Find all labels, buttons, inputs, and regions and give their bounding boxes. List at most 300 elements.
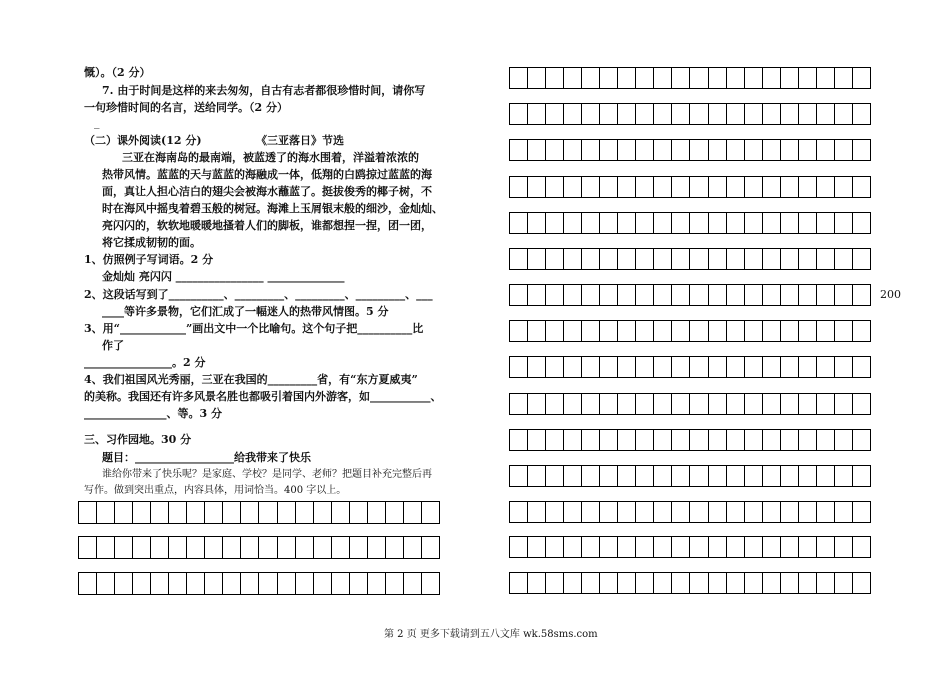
grid-cell (169, 537, 187, 558)
grid-cell (799, 430, 817, 450)
grid-cell (296, 502, 314, 523)
grid-cell (314, 502, 332, 523)
grid-cell (223, 573, 241, 594)
grid-cell (79, 573, 97, 594)
grid-cell (781, 140, 799, 160)
grid-cell (564, 466, 582, 486)
grid-cell (690, 213, 708, 233)
section2-title: 《三亚落日》节选 (256, 134, 344, 147)
grid-cell (835, 430, 853, 450)
grid-cell (510, 357, 528, 377)
q4-line2: 的美称。我国还有许多风景名胜也都吸引着国内外游客，如___________、 (84, 390, 442, 403)
grid-cell (422, 573, 439, 594)
grid-row (78, 501, 440, 524)
grid-cell (618, 177, 636, 197)
grid-cell (654, 68, 672, 88)
grid-cell (582, 285, 600, 305)
grid-cell (636, 177, 654, 197)
grid-cell (528, 177, 546, 197)
grid-cell (763, 321, 781, 341)
grid-cell (546, 177, 564, 197)
grid-cell (672, 285, 690, 305)
grid-row (509, 393, 871, 415)
grid-cell (853, 537, 870, 557)
grid-cell (187, 537, 205, 558)
grid-cell (582, 213, 600, 233)
page-footer: 第 2 页 更多下载请到五八文库 wk.58sms.com (384, 629, 598, 640)
grid-cell (799, 249, 817, 269)
grid-cell (672, 177, 690, 197)
grid-cell (727, 177, 745, 197)
grid-cell (582, 430, 600, 450)
grid-cell (817, 68, 835, 88)
grid-cell (546, 249, 564, 269)
grid-cell (528, 68, 546, 88)
q3-line1: 3、用“____________”画出文中一个比喻句。这个句子把__________比 (84, 322, 424, 335)
grid-cell (618, 249, 636, 269)
grid-cell (781, 573, 799, 593)
grid-cell (600, 213, 618, 233)
grid-cell (618, 573, 636, 593)
grid-cell (528, 321, 546, 341)
grid-cell (241, 502, 259, 523)
grid-cell (799, 321, 817, 341)
grid-cell (205, 537, 223, 558)
grid-cell (654, 502, 672, 522)
grid-cell (745, 285, 763, 305)
grid-cell (223, 502, 241, 523)
grid-cell (654, 285, 672, 305)
grid-cell (763, 573, 781, 593)
grid-cell (835, 285, 853, 305)
grid-cell (709, 394, 727, 414)
q4-line1: 4、我们祖国风光秀丽，三亚在我国的_________省，有“东方夏威夷” (84, 373, 418, 386)
grid-cell (332, 502, 350, 523)
grid-cell (690, 104, 708, 124)
grid-cell (654, 357, 672, 377)
grid-cell (404, 537, 422, 558)
grid-cell (654, 394, 672, 414)
grid-cell (600, 249, 618, 269)
passage-line-1: 三亚在海南岛的最南端，被蓝透了的海水围着，洋溢着浓浓的 (122, 151, 419, 164)
section2-label: （二）课外阅读(12 分) (84, 134, 202, 147)
grid-cell (636, 537, 654, 557)
grid-cell (600, 573, 618, 593)
grid-cell (709, 466, 727, 486)
grid-cell (582, 104, 600, 124)
grid-cell (546, 537, 564, 557)
grid-cell (546, 213, 564, 233)
grid-cell (817, 104, 835, 124)
grid-cell (817, 394, 835, 414)
grid-cell (205, 573, 223, 594)
grid-cell (835, 466, 853, 486)
grid-cell (799, 177, 817, 197)
grid-cell (404, 573, 422, 594)
grid-cell (799, 502, 817, 522)
grid-cell (781, 104, 799, 124)
grid-cell (853, 357, 870, 377)
grid-cell (690, 249, 708, 269)
grid-cell (690, 537, 708, 557)
grid-cell (528, 249, 546, 269)
grid-cell (727, 394, 745, 414)
grid-row (509, 248, 871, 270)
grid-cell (745, 104, 763, 124)
grid-cell (133, 502, 151, 523)
grid-cell (672, 537, 690, 557)
grid-cell (241, 537, 259, 558)
grid-cell (654, 573, 672, 593)
grid-cell (636, 213, 654, 233)
grid-cell (672, 502, 690, 522)
grid-cell (763, 140, 781, 160)
grid-cell (618, 394, 636, 414)
grid-cell (582, 249, 600, 269)
grid-cell (151, 573, 169, 594)
grid-cell (546, 466, 564, 486)
grid-cell (205, 502, 223, 523)
q2-line2: ____等许多景物，它们汇成了一幅迷人的热带风情图。5 分 (102, 305, 389, 318)
grid-cell (546, 140, 564, 160)
grid-row (509, 67, 871, 89)
grid-cell (853, 213, 870, 233)
grid-cell (763, 104, 781, 124)
grid-cell (763, 537, 781, 557)
grid-cell (404, 502, 422, 523)
grid-cell (799, 68, 817, 88)
grid-cell (97, 537, 115, 558)
grid-cell (799, 104, 817, 124)
grid-cell (259, 502, 277, 523)
grid-cell (672, 394, 690, 414)
grid-cell (817, 573, 835, 593)
grid-cell (781, 213, 799, 233)
grid-cell (368, 573, 386, 594)
section3-heading: 三、习作园地。30 分 (84, 433, 192, 446)
grid-cell (510, 213, 528, 233)
grid-row (78, 572, 440, 595)
grid-cell (510, 140, 528, 160)
grid-cell (781, 430, 799, 450)
grid-cell (853, 249, 870, 269)
prev-question-tail: 慨）。（2 分） (84, 66, 151, 79)
grid-cell (564, 249, 582, 269)
grid-cell (600, 321, 618, 341)
grid-cell (600, 177, 618, 197)
grid-row (509, 536, 871, 558)
grid-cell (835, 394, 853, 414)
grid-row (509, 356, 871, 378)
grid-cell (727, 502, 745, 522)
grid-cell (709, 104, 727, 124)
grid-cell (781, 502, 799, 522)
grid-cell (582, 140, 600, 160)
grid-cell (835, 140, 853, 160)
grid-cell (745, 394, 763, 414)
grid-cell (709, 177, 727, 197)
grid-cell (709, 573, 727, 593)
grid-cell (278, 573, 296, 594)
grid-cell (709, 430, 727, 450)
grid-cell (763, 394, 781, 414)
q7-answer-blank: _ (94, 116, 100, 129)
grid-cell (528, 430, 546, 450)
grid-cell (781, 321, 799, 341)
grid-cell (618, 357, 636, 377)
grid-cell (350, 537, 368, 558)
grid-cell (600, 104, 618, 124)
grid-cell (278, 502, 296, 523)
grid-cell (582, 321, 600, 341)
grid-cell (745, 321, 763, 341)
grid-cell (690, 321, 708, 341)
grid-cell (582, 502, 600, 522)
grid-cell (690, 502, 708, 522)
q1-examples: 金灿灿 亮闪闪 ________________ ______________ (102, 270, 345, 283)
grid-cell (727, 285, 745, 305)
grid-cell (781, 177, 799, 197)
grid-cell (636, 104, 654, 124)
grid-cell (582, 68, 600, 88)
grid-cell (672, 466, 690, 486)
grid-row (509, 465, 871, 487)
grid-cell (564, 104, 582, 124)
grid-cell (510, 430, 528, 450)
grid-cell (817, 430, 835, 450)
grid-cell (727, 466, 745, 486)
grid-cell (817, 249, 835, 269)
grid-cell (835, 104, 853, 124)
grid-cell (564, 68, 582, 88)
grid-cell (745, 573, 763, 593)
grid-cell (727, 537, 745, 557)
grid-cell (654, 177, 672, 197)
grid-cell (709, 68, 727, 88)
grid-cell (386, 537, 404, 558)
grid-cell (528, 285, 546, 305)
grid-cell (314, 537, 332, 558)
grid-cell (817, 321, 835, 341)
grid-cell (169, 502, 187, 523)
grid-cell (835, 573, 853, 593)
grid-row (78, 536, 440, 559)
grid-cell (546, 285, 564, 305)
grid-cell (745, 537, 763, 557)
grid-cell (654, 537, 672, 557)
grid-cell (546, 321, 564, 341)
grid-cell (745, 140, 763, 160)
grid-cell (835, 537, 853, 557)
grid-cell (835, 177, 853, 197)
grid-cell (835, 249, 853, 269)
grid-cell (564, 502, 582, 522)
grid-cell (636, 573, 654, 593)
grid-cell (582, 177, 600, 197)
grid-cell (636, 466, 654, 486)
grid-cell (817, 177, 835, 197)
grid-cell (781, 357, 799, 377)
passage-line-2: 热带风情。蓝蓝的天与蓝蓝的海融成一体，低翔的白鸥掠过蓝蓝的海 (102, 168, 432, 181)
grid-cell (582, 466, 600, 486)
grid-cell (546, 394, 564, 414)
grid-cell (817, 140, 835, 160)
grid-cell (636, 285, 654, 305)
grid-cell (510, 68, 528, 88)
grid-cell (690, 357, 708, 377)
grid-cell (422, 502, 439, 523)
grid-cell (528, 466, 546, 486)
grid-cell (745, 177, 763, 197)
q2-line1: 2、这段话写到了__________、_________、_________、_________、___ (84, 288, 433, 301)
grid-cell (151, 502, 169, 523)
grid-cell (546, 573, 564, 593)
grid-cell (618, 430, 636, 450)
grid-cell (79, 537, 97, 558)
grid-cell (672, 68, 690, 88)
grid-cell (600, 502, 618, 522)
grid-cell (763, 249, 781, 269)
grid-cell (781, 249, 799, 269)
grid-cell (133, 573, 151, 594)
grid-cell (528, 104, 546, 124)
grid-cell (510, 177, 528, 197)
grid-cell (672, 104, 690, 124)
grid-cell (332, 573, 350, 594)
grid-cell (654, 140, 672, 160)
grid-cell (835, 213, 853, 233)
grid-cell (510, 321, 528, 341)
grid-cell (817, 537, 835, 557)
grid-cell (618, 321, 636, 341)
grid-cell (690, 466, 708, 486)
grid-cell (745, 249, 763, 269)
grid-cell (241, 573, 259, 594)
grid-cell (745, 357, 763, 377)
grid-cell (259, 537, 277, 558)
grid-cell (636, 502, 654, 522)
grid-cell (817, 285, 835, 305)
grid-cell (636, 394, 654, 414)
grid-cell (618, 68, 636, 88)
grid-cell (636, 140, 654, 160)
grid-cell (223, 537, 241, 558)
grid-cell (79, 502, 97, 523)
q7-line1: 7. 由于时间是这样的来去匆匆，自古有志者都很珍惜时间，请你写 (102, 84, 426, 97)
grid-cell (745, 430, 763, 450)
grid-cell (350, 573, 368, 594)
grid-cell (853, 394, 870, 414)
grid-cell (727, 430, 745, 450)
grid-cell (654, 466, 672, 486)
grid-cell (618, 213, 636, 233)
q4-line3: _______________、等。3 分 (84, 407, 222, 420)
grid-cell (278, 537, 296, 558)
grid-cell (853, 466, 870, 486)
grid-cell (350, 502, 368, 523)
grid-cell (564, 177, 582, 197)
grid-cell (618, 140, 636, 160)
grid-cell (510, 104, 528, 124)
grid-row (509, 103, 871, 125)
grid-cell (781, 466, 799, 486)
grid-cell (727, 573, 745, 593)
grid-cell (600, 394, 618, 414)
grid-cell (422, 537, 439, 558)
grid-cell (564, 573, 582, 593)
grid-cell (528, 394, 546, 414)
grid-cell (727, 213, 745, 233)
grid-row (509, 572, 871, 594)
grid-cell (709, 140, 727, 160)
grid-cell (745, 68, 763, 88)
grid-cell (853, 68, 870, 88)
grid-row (509, 176, 871, 198)
grid-row (509, 320, 871, 342)
grid-cell (853, 573, 870, 593)
grid-row (509, 501, 871, 523)
grid-cell (727, 104, 745, 124)
grid-cell (727, 321, 745, 341)
grid-cell (745, 502, 763, 522)
grid-cell (546, 357, 564, 377)
grid-cell (582, 537, 600, 557)
grid-cell (690, 177, 708, 197)
grid-cell (386, 573, 404, 594)
q3-line2: 作了 (102, 339, 124, 352)
grid-cell (835, 321, 853, 341)
grid-cell (799, 537, 817, 557)
grid-cell (799, 213, 817, 233)
grid-cell (546, 68, 564, 88)
grid-cell (745, 213, 763, 233)
word-count-marker: 200 (880, 288, 901, 301)
grid-cell (763, 177, 781, 197)
grid-cell (115, 502, 133, 523)
grid-cell (727, 249, 745, 269)
grid-cell (763, 285, 781, 305)
grid-cell (763, 502, 781, 522)
grid-cell (97, 573, 115, 594)
grid-cell (799, 573, 817, 593)
grid-cell (654, 213, 672, 233)
grid-cell (672, 140, 690, 160)
grid-cell (564, 321, 582, 341)
passage-line-4: 时在海风中摇曳着碧玉般的树冠。海滩上玉屑银末般的细沙，金灿灿、 (102, 202, 443, 215)
grid-row (509, 212, 871, 234)
grid-cell (690, 285, 708, 305)
grid-cell (600, 466, 618, 486)
grid-cell (115, 537, 133, 558)
passage-line-5: 亮闪闪的，软软地暖暖地搔着人们的脚板，谁都想捏一捏，团一团， (102, 219, 432, 232)
grid-cell (582, 573, 600, 593)
grid-cell (600, 430, 618, 450)
grid-cell (745, 466, 763, 486)
grid-cell (314, 573, 332, 594)
grid-cell (510, 249, 528, 269)
grid-cell (654, 104, 672, 124)
grid-cell (799, 466, 817, 486)
grid-cell (763, 213, 781, 233)
grid-cell (672, 573, 690, 593)
grid-cell (636, 68, 654, 88)
grid-cell (133, 537, 151, 558)
grid-cell (564, 430, 582, 450)
grid-cell (187, 502, 205, 523)
grid-cell (332, 537, 350, 558)
grid-cell (709, 502, 727, 522)
grid-cell (636, 357, 654, 377)
